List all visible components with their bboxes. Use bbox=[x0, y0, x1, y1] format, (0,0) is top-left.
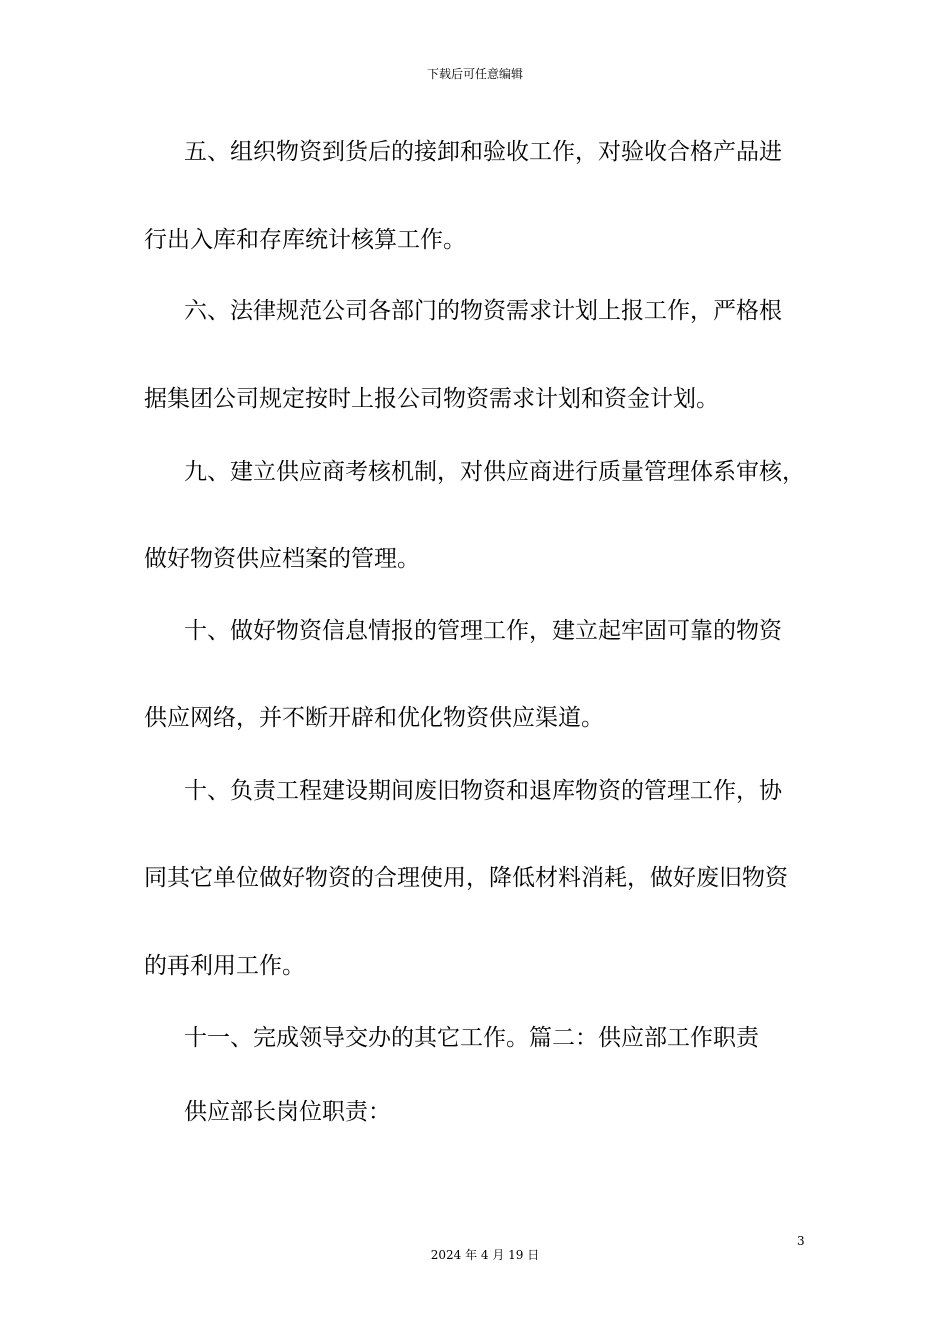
paragraph-line: 十、负责工程建设期间废旧物资和退库物资的管理工作，协 bbox=[184, 778, 782, 804]
paragraph-line: 十一、完成领导交办的其它工作。篇二：供应部工作职责 bbox=[184, 1025, 759, 1051]
paragraph-line: 同其它单位做好物资的合理使用，降低材料消耗，做好废旧物资 bbox=[144, 865, 788, 891]
paragraph-line: 供应网络，并不断开辟和优化物资供应渠道。 bbox=[144, 705, 604, 731]
paragraph-line: 的再利用工作。 bbox=[144, 953, 305, 979]
paragraph-line: 行出入库和存库统计核算工作。 bbox=[144, 227, 466, 253]
paragraph-line: 供应部长岗位职责： bbox=[184, 1099, 391, 1125]
page-number: 3 bbox=[797, 1234, 805, 1248]
paragraph-line: 五、组织物资到货后的接卸和验收工作，对验收合格产品进 bbox=[184, 139, 782, 165]
page-header: 下载后可任意编辑 bbox=[426, 67, 523, 81]
paragraph-line: 据集团公司规定按时上报公司物资需求计划和资金计划。 bbox=[144, 386, 719, 412]
page-footer-date: 2024 年 4 月 19 日 bbox=[430, 1248, 540, 1262]
paragraph-line: 九、建立供应商考核机制，对供应商进行质量管理体系审核， bbox=[184, 459, 805, 485]
paragraph-line: 十、做好物资信息情报的管理工作，建立起牢固可靠的物资 bbox=[184, 618, 782, 644]
paragraph-line: 六、法律规范公司各部门的物资需求计划上报工作，严格根 bbox=[184, 298, 782, 324]
paragraph-line: 做好物资供应档案的管理。 bbox=[144, 546, 420, 572]
